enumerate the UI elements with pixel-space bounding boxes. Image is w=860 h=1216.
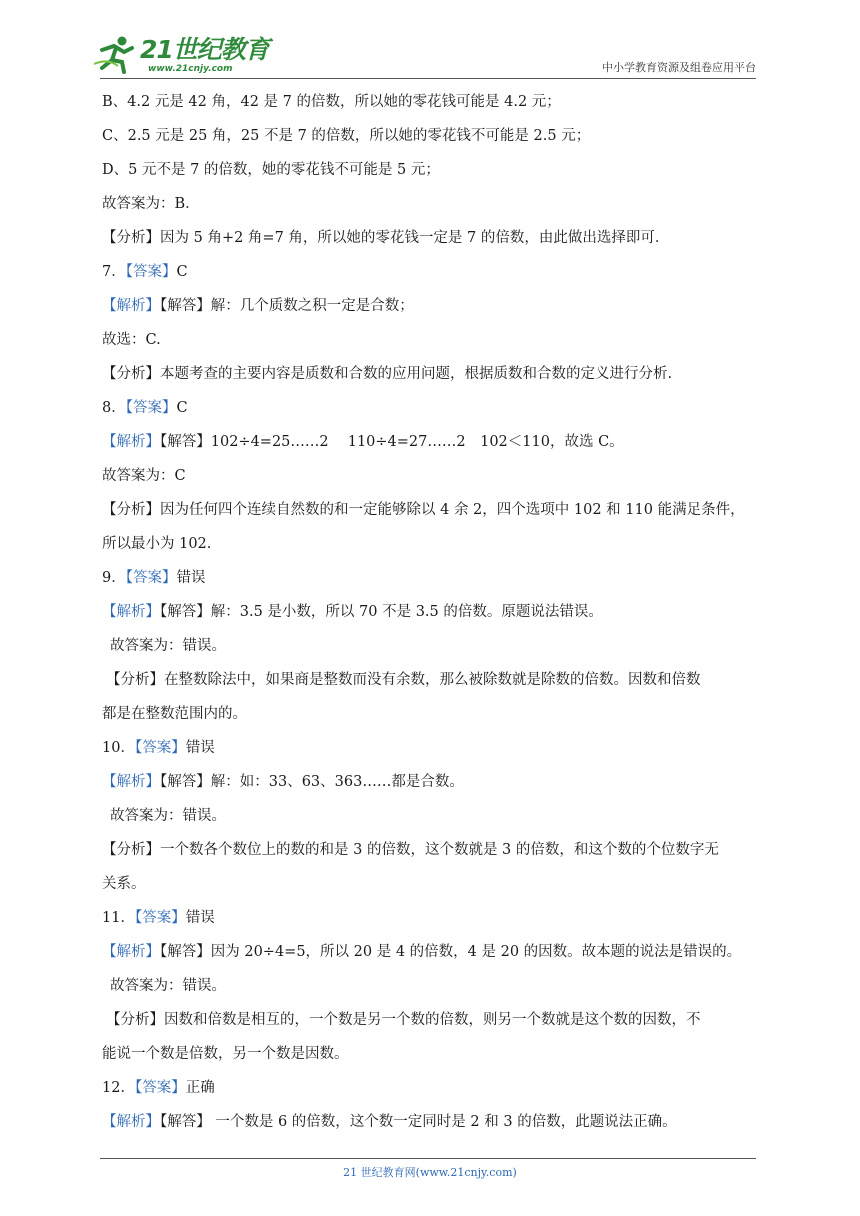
explanation-body: 【解答】 一个数是 6 的倍数，这个数一定同时是 2 和 3 的倍数，此题说法正确。 <box>160 1114 677 1130</box>
analysis-line: 【分析】因为 5 角+2 角=7 角，所以她的零花钱一定是 7 的倍数，由此做出选择即可． <box>102 230 670 246</box>
explanation-tag: 【解析】 <box>102 944 160 960</box>
question-12-explanation <box>102 1112 758 1133</box>
question-7-answer <box>102 262 758 283</box>
logo-text: 21世纪教育 <box>140 35 269 64</box>
text-line: B、4.2 元是 42 角，42 是 7 的倍数，所以她的零花钱可能是 4.2 元； <box>102 94 561 110</box>
text-line: C、2.5 元是 25 角，25 不是 7 的倍数，所以她的零花钱不可能是 2.5 元； <box>102 128 591 144</box>
analysis-line: 能说一个数是倍数，另一个数是因数。 <box>102 1046 349 1062</box>
site-logo <box>92 26 267 78</box>
runner-logo-icon <box>94 34 136 74</box>
answer-value: 错误 <box>185 910 215 926</box>
page-header <box>0 0 860 82</box>
explanation-tag: 【解析】 <box>102 604 160 620</box>
question-9-answer <box>102 568 758 589</box>
answer-value: 错误 <box>185 740 215 756</box>
question-8-explanation <box>102 432 758 453</box>
question-number: 7． <box>102 264 126 280</box>
text-line: 故答案为：错误。 <box>110 978 226 994</box>
answer-tag: 【答案】 <box>125 570 177 586</box>
analysis-line: 【分析】在整数除法中，如果商是整数而没有余数，那么被除数就是除数的倍数。因数和倍数 <box>106 672 701 688</box>
answer-tag: 【答案】 <box>125 400 177 416</box>
explanation-tag: 【解析】 <box>102 1114 160 1130</box>
answer-value: 错误 <box>176 570 206 586</box>
answer-tag: 【答案】 <box>134 910 186 926</box>
text-line: 故选：C. <box>102 332 161 348</box>
answer-tag: 【答案】 <box>125 264 177 280</box>
analysis-line: 【分析】本题考查的主要内容是质数和合数的应用问题，根据质数和合数的定义进行分析. <box>102 366 673 382</box>
page-footer: 21 世纪教育网(www.21cnjy.com) <box>343 1166 517 1179</box>
question-11-explanation <box>102 942 758 963</box>
explanation-body: 【解答】因为 20÷4=5，所以 20 是 4 的倍数，4 是 20 的因数。故本题的说法是错误的。 <box>160 944 742 960</box>
analysis-line: 所以最小为 102. <box>102 536 212 552</box>
question-number: 8． <box>102 400 126 416</box>
question-number: 12． <box>102 1080 135 1096</box>
header-tagline: 中小学教育资源及组卷应用平台 <box>602 61 756 74</box>
answer-value: 正确 <box>185 1080 215 1096</box>
explanation-body: 【解答】解：几个质数之积一定是合数； <box>160 298 414 314</box>
question-11-answer <box>102 908 758 929</box>
header-divider <box>100 78 756 79</box>
explanation-body: 【解答】102÷4=25……2 110÷4=27……2 102＜110，故选 C。 <box>160 434 624 450</box>
question-12-answer <box>102 1078 758 1099</box>
answer-value: C <box>176 264 188 280</box>
text-line: 故答案为：错误。 <box>110 808 226 824</box>
answer-tag: 【答案】 <box>134 1080 186 1096</box>
analysis-line: 【分析】因数和倍数是相互的，一个数是另一个数的倍数，则另一个数就是这个数的因数，不 <box>106 1012 701 1028</box>
explanation-body: 【解答】解：如：33、63、363……都是合数。 <box>160 774 464 790</box>
text-line: 故答案为：C <box>102 468 186 484</box>
analysis-line: 都是在整数范围内的。 <box>102 706 247 722</box>
question-10-explanation <box>102 772 758 793</box>
explanation-tag: 【解析】 <box>102 774 160 790</box>
question-9-explanation <box>102 602 758 623</box>
logo-url: www.21cnjy.com <box>148 64 233 74</box>
question-7-explanation <box>102 296 758 317</box>
analysis-line: 【分析】一个数各个数位上的数的和是 3 的倍数，这个数就是 3 的倍数，和这个数的个位数字无 <box>102 842 719 858</box>
analysis-line: 关系。 <box>102 876 146 892</box>
answer-tag: 【答案】 <box>134 740 186 756</box>
analysis-line: 【分析】因为任何四个连续自然数的和一定能够除以 4 余 2，四个选项中 102 和 110 能满足条件， <box>102 502 745 518</box>
explanation-tag: 【解析】 <box>102 434 160 450</box>
question-number: 11． <box>102 910 135 926</box>
question-10-answer <box>102 738 758 759</box>
text-line: 故答案为：错误。 <box>110 638 226 654</box>
explanation-body: 【解答】解：3.5 是小数，所以 70 不是 3.5 的倍数。原题说法错误。 <box>160 604 603 620</box>
footer-divider <box>100 1158 756 1159</box>
explanation-tag: 【解析】 <box>102 298 160 314</box>
question-number: 10． <box>102 740 135 756</box>
text-line: D、5 元不是 7 的倍数，她的零花钱不可能是 5 元； <box>102 162 440 178</box>
text-line: 故答案为：B． <box>102 196 200 212</box>
question-number: 9． <box>102 570 126 586</box>
answer-content <box>102 92 758 1133</box>
answer-value: C <box>176 400 188 416</box>
question-8-answer <box>102 398 758 419</box>
